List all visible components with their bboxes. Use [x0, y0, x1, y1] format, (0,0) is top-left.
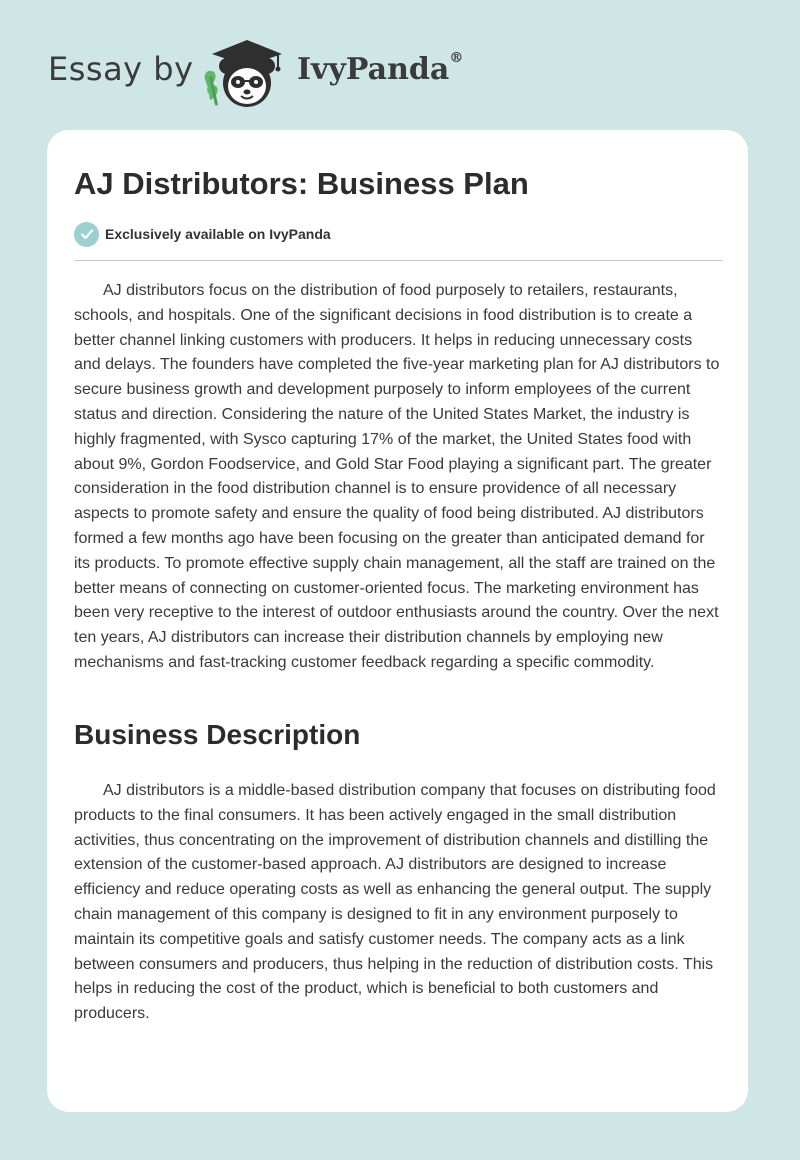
registered-mark: ® [449, 50, 464, 66]
brand-text: IvyPanda [297, 52, 450, 87]
divider [74, 260, 723, 261]
site-header [0, 0, 800, 130]
check-circle-icon [74, 222, 99, 247]
section-heading: Business Description [74, 719, 361, 750]
panda-graduate-icon[interactable] [200, 36, 292, 110]
essay-card [47, 130, 748, 1112]
exclusive-badge [74, 221, 331, 247]
page-title: AJ Distributors: Business Plan [74, 166, 529, 201]
business-description-paragraph: AJ distributors is a middle-based distribution company that focuses on distributing food products to the final consumers. It has been actively engaged in the small distribution activities, thus concentrating on the improvement of distribution channels and distilling the extension of the customer-based approach. AJ distributors are designed to increase efficiency and reduce operating costs as well as enhancing the general output. The supply chain management of this company is designed to fit in any environment purposely to maintain its competitive goals and satisfy customer needs. The company acts as a link between consumers and producers, thus helping in the reduction of distribution costs. This helps in reducing the cost of the product, which is beneficial to both customers and producers. [74, 782, 716, 1023]
exclusive-badge-text: Exclusively available on IvyPanda [105, 226, 331, 242]
intro-paragraph: AJ distributors focus on the distribution of food purposely to retailers, restaurants, schools, and hospitals. One of the significant decisions in food distribution is to create a better channel linking customers with producers. It helps in reducing unnecessary costs and delays. The founders have completed the five-year marketing plan for AJ distributors to secure business growth and development purposely to inform employees of the current status and direction. Considering the nature of the United States Market, the industry is highly fragmented, with Sysco capturing 17% of the market, the United States food with about 9%, Gordon Foodservice, and Gold Star Food playing a significant part. The greater consideration in the food distribution channel is to ensure providence of all necessary aspects to promote safety and ensure the quality of food being distributed. AJ distributors formed a few months ago have been focusing on the greater than anticipated demand for its products. To promote effective supply chain management, all the staff are trained on the better means of connecting on customer-oriented focus. The marketing environment has been very receptive to the interest of outdoor enthusiasts around the country. Over the next ten years, AJ distributors can increase their distribution channels by employing new mechanisms and fast-tracking customer feedback regarding a specific commodity. [74, 282, 720, 671]
essay-by-label: Essay by [48, 50, 194, 88]
brand-name[interactable] [297, 52, 463, 87]
